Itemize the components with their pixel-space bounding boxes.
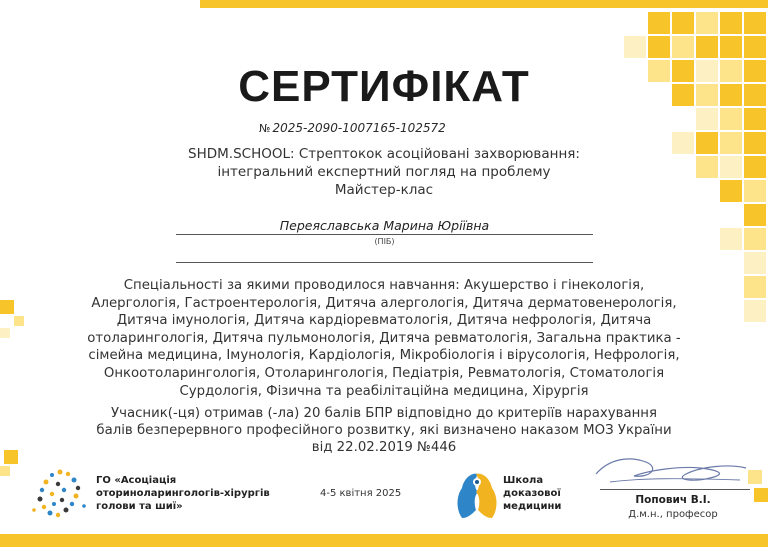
course-line: SHDM.SCHOOL: Стрептокок асоційовані захворювання:: [188, 146, 580, 162]
mosaic-square: [744, 252, 766, 274]
specialties-line: Алергологія, Гастроентерологія, Дитяча алергологія, Дитяча дерматовенерологія,: [91, 295, 677, 311]
number-sign: №: [259, 122, 271, 135]
signatory-role: Д.м.н., професор: [628, 509, 718, 520]
blank-underline: [176, 262, 593, 263]
event-date: 4-5 квітня 2025: [320, 488, 402, 499]
credit-line: від 22.02.2019 №446: [311, 440, 457, 456]
course-title: [0, 145, 768, 199]
logo-dot: [72, 478, 77, 483]
top-yellow-band: [200, 0, 768, 8]
mosaic-square: [624, 36, 646, 58]
signature-line: [600, 489, 750, 490]
mosaic-square: [648, 36, 670, 58]
school-name-line: доказової: [503, 488, 561, 499]
certificate-number-value: 2025-2090-1007165-102572: [272, 121, 446, 135]
logo-dot: [32, 508, 36, 512]
specialties-line: Сурдологія, Фізична та реабілітаційна медицина, Хірургія: [179, 383, 589, 399]
logo-dot: [74, 494, 79, 499]
association-name-line: голови та шиї»: [96, 501, 183, 512]
logo-dot: [56, 482, 60, 486]
certificate-title: СЕРТИФІКАТ: [238, 62, 530, 111]
logo-dot: [50, 492, 54, 496]
logo-dot: [70, 502, 74, 506]
logo-dot: [56, 513, 60, 517]
name-underline: [176, 234, 593, 235]
mosaic-square: [672, 36, 694, 58]
association-name-line: ГО «Асоціація: [96, 475, 177, 486]
handwritten-signature: [590, 452, 750, 492]
logo-dot: [82, 504, 86, 508]
logo-dot: [60, 498, 64, 502]
participant-name: Переяславська Марина Юріївна: [279, 218, 490, 233]
course-line: інтегральний експертний погляд на проблему: [217, 164, 551, 180]
logo-dot: [66, 472, 70, 476]
school-logo-icon: [454, 466, 500, 524]
logo-dot: [42, 505, 46, 509]
logo-dot: [44, 480, 49, 485]
mosaic-square: [720, 36, 742, 58]
mosaic-square: [696, 12, 718, 34]
mosaic-square: [648, 12, 670, 34]
association-logo-icon: [30, 466, 90, 522]
credit-line: балів безперервного професійного розвитку, які визначено наказом МОЗ України: [96, 423, 672, 439]
mosaic-square: [720, 228, 742, 250]
mosaic-square: [672, 12, 694, 34]
specialties-text: [0, 277, 768, 400]
course-line: Майстер-клас: [334, 182, 434, 198]
mosaic-square: [744, 228, 766, 250]
logo-dot: [38, 497, 43, 502]
signatory-name: Попович В.І.: [635, 494, 711, 506]
association-name-line: оториноларингологів-хірургів: [96, 488, 270, 499]
specialties-line: Спеціальності за якими проводилося навчання: Акушерство і гінекологія,: [123, 278, 645, 293]
mosaic-square: [744, 12, 766, 34]
logo-dot: [50, 473, 54, 477]
logo-dot: [52, 502, 56, 506]
logo-dot: [58, 470, 63, 475]
certificate-number: [259, 121, 446, 135]
school-name: [503, 474, 561, 513]
mosaic-square: [748, 470, 762, 484]
mosaic-square: [0, 466, 10, 476]
mosaic-square: [720, 12, 742, 34]
name-caption: (ПІБ): [374, 237, 395, 246]
mosaic-square: [744, 36, 766, 58]
association-name: [96, 474, 270, 513]
logo-dot: [48, 511, 53, 516]
bottom-yellow-bar: [0, 534, 768, 547]
school-name-line: Школа: [503, 475, 544, 486]
logo-dot: [40, 488, 44, 492]
logo-dot: [62, 488, 66, 492]
mosaic-square: [754, 488, 768, 502]
specialties-line: сімейна медицина, Імунологія, Кардіологія, Мікробіологія і вірусологія, Нефрологія,: [88, 348, 680, 364]
specialties-line: Дитяча імунологія, Дитяча кардіоревматологія, Дитяча нефрологія, Дитяча: [116, 313, 652, 329]
specialties-line: отоларингологія, Дитяча пульмонологія, Дитяча ревматологія, Загальна практика -: [87, 330, 681, 346]
mosaic-square: [744, 204, 766, 226]
logo-dot: [76, 486, 80, 490]
specialties-line: Онкоотоларингологія, Отоларингологія, Педіатрія, Ревматологія, Стоматологія: [103, 365, 665, 381]
mosaic-square: [696, 36, 718, 58]
school-name-line: медицини: [503, 501, 562, 512]
credit-line: Учасник(-ця) отримав (-ла) 20 балів БПР відповідно до критеріїв нарахування: [111, 406, 657, 421]
credit-text: [0, 405, 768, 457]
logo-dot: [64, 508, 69, 513]
